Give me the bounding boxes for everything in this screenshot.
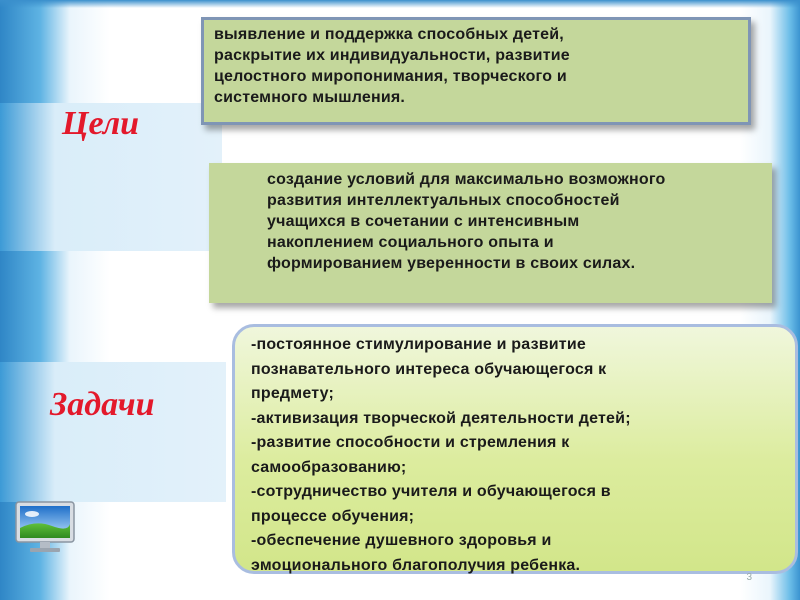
- goal-secondary-line: создание условий для максимально возможного: [267, 171, 666, 188]
- tasks-heading: Задачи: [50, 386, 155, 423]
- goal-primary-line: выявление и поддержка способных детей,: [214, 26, 564, 43]
- goal-primary-line: целостного миропонимания, творческого и: [214, 68, 567, 85]
- task-line: -активизация творческой деятельности детей;: [251, 409, 631, 427]
- task-line: самообразованию;: [251, 458, 407, 476]
- goal-secondary-line: формированием уверенности в своих силах.: [267, 255, 636, 272]
- goal-secondary-line: учащихся в сочетании с интенсивным: [267, 213, 580, 230]
- tasks-box: [232, 324, 798, 574]
- top-strip: [0, 0, 800, 8]
- task-line: -обеспечение душевного здоровья и: [251, 532, 552, 549]
- goal-secondary-line: развития интеллектуальных способностей: [267, 192, 620, 209]
- goal-secondary-line: накоплением социального опыта и: [267, 234, 554, 251]
- task-line: эмоционального благополучия ребенка.: [251, 556, 581, 574]
- goals-heading: Цели: [62, 105, 140, 142]
- task-line: процессе обучения;: [251, 507, 415, 525]
- goal-primary-line: системного мышления.: [214, 89, 406, 106]
- monitor-landscape-icon: [12, 500, 80, 556]
- goal-box-secondary: [209, 163, 772, 303]
- tasks-label-band: [0, 362, 226, 502]
- task-line: -постоянное стимулирование и развитие: [251, 336, 586, 353]
- page-number: 3: [746, 572, 752, 583]
- task-line: познавательного интереса обучающегося к: [251, 360, 607, 378]
- task-line: -развитие способности и стремления к: [251, 434, 570, 451]
- goal-primary-line: раскрытие их индивидуальности, развитие: [214, 47, 570, 64]
- task-line: предмету;: [251, 385, 335, 402]
- goal-box-primary: [201, 17, 751, 125]
- task-line: -сотрудничество учителя и обучающегося в: [251, 483, 611, 500]
